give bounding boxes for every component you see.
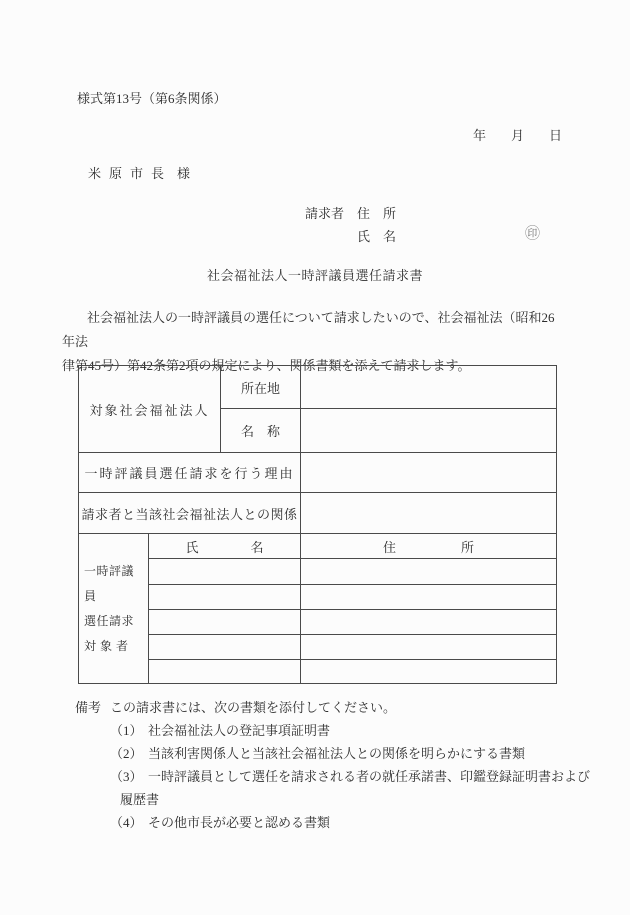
relation-field (301, 493, 557, 534)
body-paragraph-line1: 社会福祉法人の一時評議員の選任について請求したいので、社会福祉法（昭和26年法 (62, 310, 555, 349)
note-item-text: 一時評議員として選任を請求される者の就任承諾書、印鑑登録証明書および (148, 769, 591, 784)
table-row (79, 453, 557, 493)
table-row (79, 493, 557, 534)
note-item-4 (75, 811, 590, 834)
table-row (79, 635, 557, 660)
request-reason-label: 一時評議員選任請求を行う理由 (79, 453, 301, 493)
table-row (79, 366, 557, 409)
requester-block (305, 202, 396, 248)
note-item-2 (75, 742, 590, 765)
person-address-field (301, 610, 557, 635)
relation-label: 請求者と当該社会福祉法人との関係 (79, 493, 301, 534)
subject-label-line2: 選任請求 (84, 613, 135, 628)
person-name-field (149, 610, 301, 635)
target-corporation-label: 対象社会福祉法人 (79, 366, 221, 453)
date-day-label: 日 (549, 128, 563, 143)
corporation-name-label: 名 称 (221, 409, 301, 453)
table-row (79, 585, 557, 610)
note-item-number: （4） (110, 815, 143, 830)
seal-mark-icon: ㊞ (525, 226, 541, 242)
table-row (79, 534, 557, 559)
addressee-line (88, 163, 190, 182)
date-line (473, 125, 562, 144)
person-address-field (301, 660, 557, 684)
table-row (79, 610, 557, 635)
note-item-number: （3） (110, 769, 143, 784)
corporation-address-field (301, 366, 557, 409)
note-item-text: 当該利害関係人と当該社会福祉法人との関係を明らかにする書類 (148, 746, 526, 761)
notes-section (75, 696, 590, 834)
corporation-address-label: 所在地 (221, 366, 301, 409)
subject-label-line3: 対 象 者 (84, 638, 129, 653)
note-item-text: その他市長が必要と認める書類 (148, 815, 331, 830)
request-reason-field (301, 453, 557, 493)
request-form-table (78, 365, 557, 684)
requester-label: 請求者 (305, 206, 345, 221)
person-name-field (149, 559, 301, 585)
person-address-field (301, 559, 557, 585)
note-item-text: 社会福祉法人の登記事項証明書 (148, 723, 331, 738)
note-item-1 (75, 719, 590, 742)
note-item-3-continued: 履歴書 (120, 792, 160, 807)
form-number: 様式第13号（第6条関係） (77, 91, 227, 106)
table-row (79, 559, 557, 585)
date-year-label: 年 (473, 128, 487, 143)
form-table (78, 365, 557, 684)
requester-address-label: 住 所 (357, 206, 397, 221)
requester-name-label: 氏 名 (357, 229, 397, 244)
person-name-field (149, 585, 301, 610)
note-item-3 (75, 765, 590, 788)
document-title: 社会福祉法人一時評議員選任請求書 (206, 268, 423, 283)
note-item-number: （2） (110, 746, 143, 761)
subject-label-line1: 一時評議員 (84, 563, 135, 603)
person-name-column-header: 氏 名 (149, 534, 301, 559)
person-name-field (149, 635, 301, 660)
person-address-field (301, 635, 557, 660)
subject-persons-label (79, 534, 149, 684)
note-item-number: （1） (110, 723, 143, 738)
corporation-name-field (301, 409, 557, 453)
notes-intro: この請求書には、次の書類を添付してください。 (110, 700, 397, 715)
addressee-honorific: 様 (177, 166, 191, 181)
body-paragraph-line2: 律第45号）第42条第2項の規定により、関係書類を添えて請求します。 (62, 358, 471, 373)
person-address-column-header: 住 所 (301, 534, 557, 559)
table-row (79, 660, 557, 684)
date-month-label: 月 (511, 128, 525, 143)
person-name-field (149, 660, 301, 684)
notes-label: 備考 (75, 700, 102, 715)
addressee-name: 米原市長 (88, 166, 173, 181)
person-address-field (301, 585, 557, 610)
